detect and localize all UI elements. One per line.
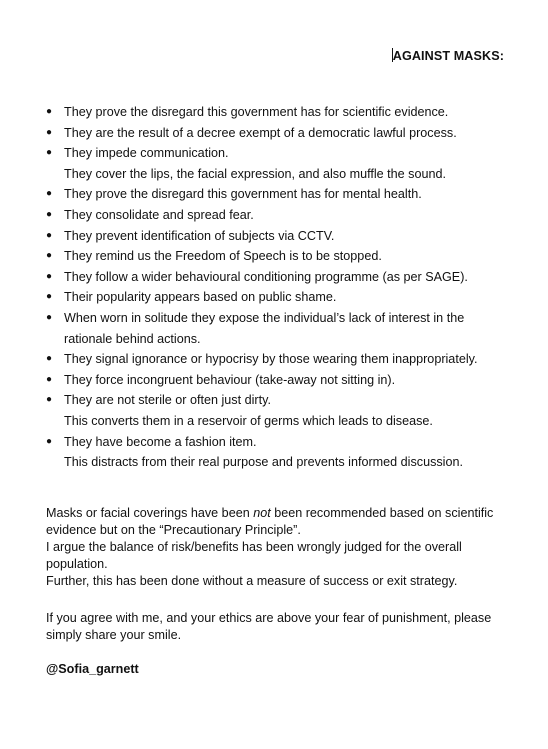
list-item: ● They follow a wider behavioural conditioning programme (as per SAGE). (46, 267, 516, 288)
list-item: ● They are not sterile or often just dirty. This converts them in a reservoir of germs which leads to disease. (46, 390, 516, 431)
bullet-icon: ● (46, 311, 53, 323)
list-item-continuation: This distracts from their real purpose and prevents informed discussion. (64, 455, 463, 470)
bullet-icon: ● (46, 394, 53, 406)
list-item: ● They impede communication. They cover the lips, the facial expression, and also muffle the sound. (46, 143, 516, 184)
list-item: ● They prove the disregard this government has for mental health. (46, 184, 516, 205)
list-item: ● They prevent identification of subjects via CCTV. (46, 226, 516, 247)
bullet-icon: ● (46, 208, 53, 220)
bullet-icon: ● (46, 126, 53, 138)
bullet-icon: ● (46, 229, 53, 241)
emphasis-not: not (253, 506, 271, 520)
precautionary-paragraph: Masks or facial coverings have been not been recommended based on scientific evidence but on the “Precautionary Principle”. I argue the balance of risk/benefits has been wrongly judged for the overall population. Further, this has been done without a measure of success or exit strategy. (46, 506, 494, 588)
bullet-icon: ● (46, 373, 53, 385)
bullet-icon: ● (46, 353, 53, 365)
bullet-icon: ● (46, 106, 53, 117)
signature-handle: @Sofia_garnett (46, 662, 139, 676)
list-item-continuation: They cover the lips, the facial expression, and also muffle the sound. (64, 166, 446, 181)
list-item: ● They prove the disregard this government has for scientific evidence. (46, 102, 516, 123)
list-item: ● Their popularity appears based on public shame. (46, 287, 516, 308)
heading-text: AGAINST MASKS: (392, 49, 504, 63)
list-item-continuation: This converts them in a reservoir of germs which leads to disease. (64, 413, 433, 428)
list-item: ● They have become a fashion item. This distracts from their real purpose and prevents informed discussion. (46, 432, 516, 473)
list-item: ● They force incongruent behaviour (take-away not sitting in). (46, 370, 516, 391)
bullet-icon: ● (46, 435, 53, 447)
bullet-icon: ● (46, 147, 53, 159)
list-item: ● They consolidate and spread fear. (46, 205, 516, 226)
closing-paragraph: If you agree with me, and your ethics are above your fear of punishment, please simply share your smile. (46, 611, 492, 642)
document-heading (392, 48, 504, 63)
bullet-icon: ● (46, 250, 53, 262)
bullet-icon: ● (46, 270, 53, 282)
bullet-icon: ● (46, 188, 53, 200)
bullet-list (46, 102, 516, 473)
list-item: ● When worn in solitude they expose the individual’s lack of interest in the rationale behind actions. (46, 308, 516, 349)
list-item-continuation: rationale behind actions. (64, 331, 201, 346)
list-item: ● They signal ignorance or hypocrisy by those wearing them inappropriately. (46, 349, 516, 370)
list-item: ● They are the result of a decree exempt of a democratic lawful process. (46, 123, 516, 144)
list-item: ● They remind us the Freedom of Speech is to be stopped. (46, 246, 516, 267)
bullet-icon: ● (46, 291, 53, 303)
